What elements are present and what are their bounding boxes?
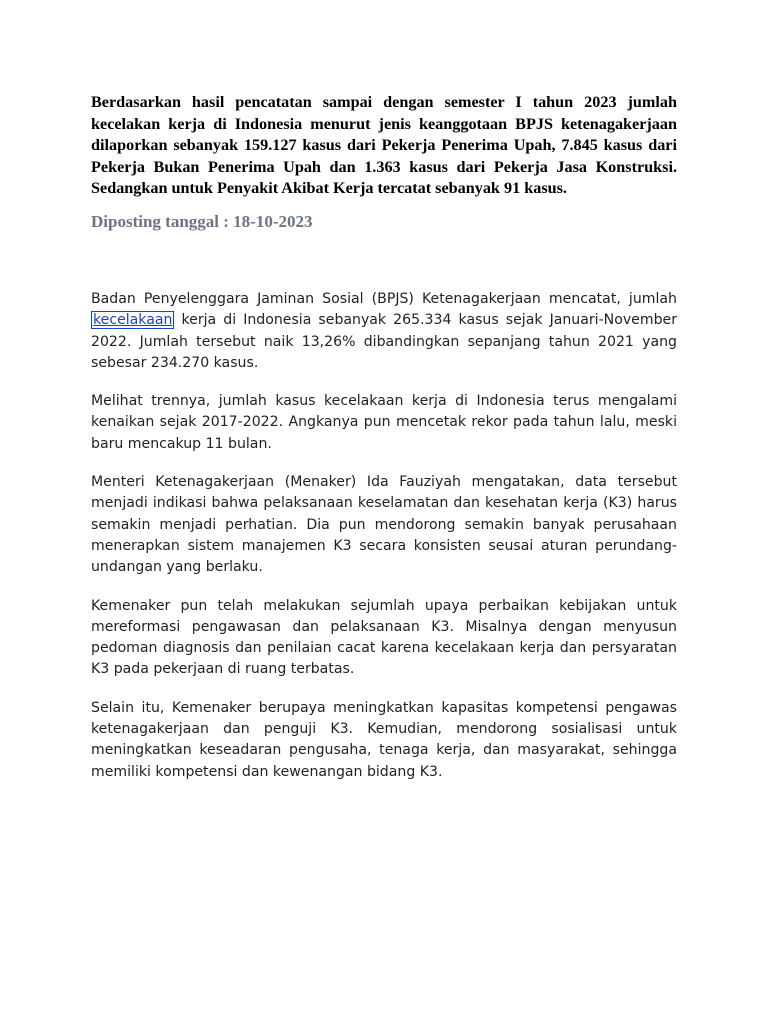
paragraph-5: Selain itu, Kemenaker berupaya meningkatkan kapasitas kompetensi pengawas ketenagakerjaan dan penguji K3. Kemudian, mendorong sosialisasi untuk meningkatkan keseadaran pengusaha, tenaga kerja, dan masyarakat, sehingga memiliki kompetensi dan kewenangan bidang K3. — [91, 699, 677, 780]
document-page — [91, 92, 677, 800]
article-body — [91, 289, 677, 783]
paragraph-1-start: Badan Penyelenggara Jaminan Sosial (BPJS) Ketenagakerjaan mencatat, jumlah — [91, 290, 677, 307]
paragraph-1 — [91, 289, 677, 374]
paragraph-3: Menteri Ketenagakerjaan (Menaker) Ida Fauziyah mengatakan, data tersebut menjadi indikasi bahwa pelaksanaan keselamatan dan kesehatan kerja (K3) harus semakin menjadi perhatian. Dia pun mendorong semakin banyak perusahaan menerapkan sistem manajemen K3 secara konsisten seusai aturan perundang-undangan yang berlaku. — [91, 474, 677, 576]
paragraph-4: Kemenaker pun telah melakukan sejumlah upaya perbaikan kebijakan untuk mereformasi pengawasan dan pelaksanaan K3. Misalnya dengan menyusun pedoman diagnosis dan penilaian cacat karena kecelakaan kerja dan persyaratan K3 pada pekerjaan di ruang terbatas. — [91, 597, 677, 678]
kecelakaan-link[interactable]: kecelakaan — [93, 312, 173, 329]
paragraph-2: Melihat trennya, jumlah kasus kecelakaan kerja di Indonesia terus mengalami kenaikan sejak 2017-2022. Angkanya pun mencetak rekor pada tahun lalu, meski baru mencakup 11 bulan. — [91, 393, 677, 452]
paragraph-1-end: kerja di Indonesia sebanyak 265.334 kasus sejak Januari-November 2022. Jumlah tersebut naik 13,26% dibandingkan sepanjang tahun 2021 yang sebesar 234.270 kasus. — [91, 312, 677, 371]
posted-date: Diposting tanggal : 18-10-2023 — [91, 211, 313, 231]
lead-paragraph: Berdasarkan hasil pencatatan sampai dengan semester I tahun 2023 jumlah kecelakan kerja di Indonesia menurut jenis keanggotaan BPJS ketenagakerjaan dilaporkan sebanyak 159.127 kasus dari Pekerja Penerima Upah, 7.845 kasus dari Pekerja Bukan Penerima Upah dan 1.363 kasus dari Pekerja Jasa Konstruksi. Sedangkan untuk Penyakit Akibat Kerja tercatat sebanyak 91 kasus. — [91, 93, 677, 198]
